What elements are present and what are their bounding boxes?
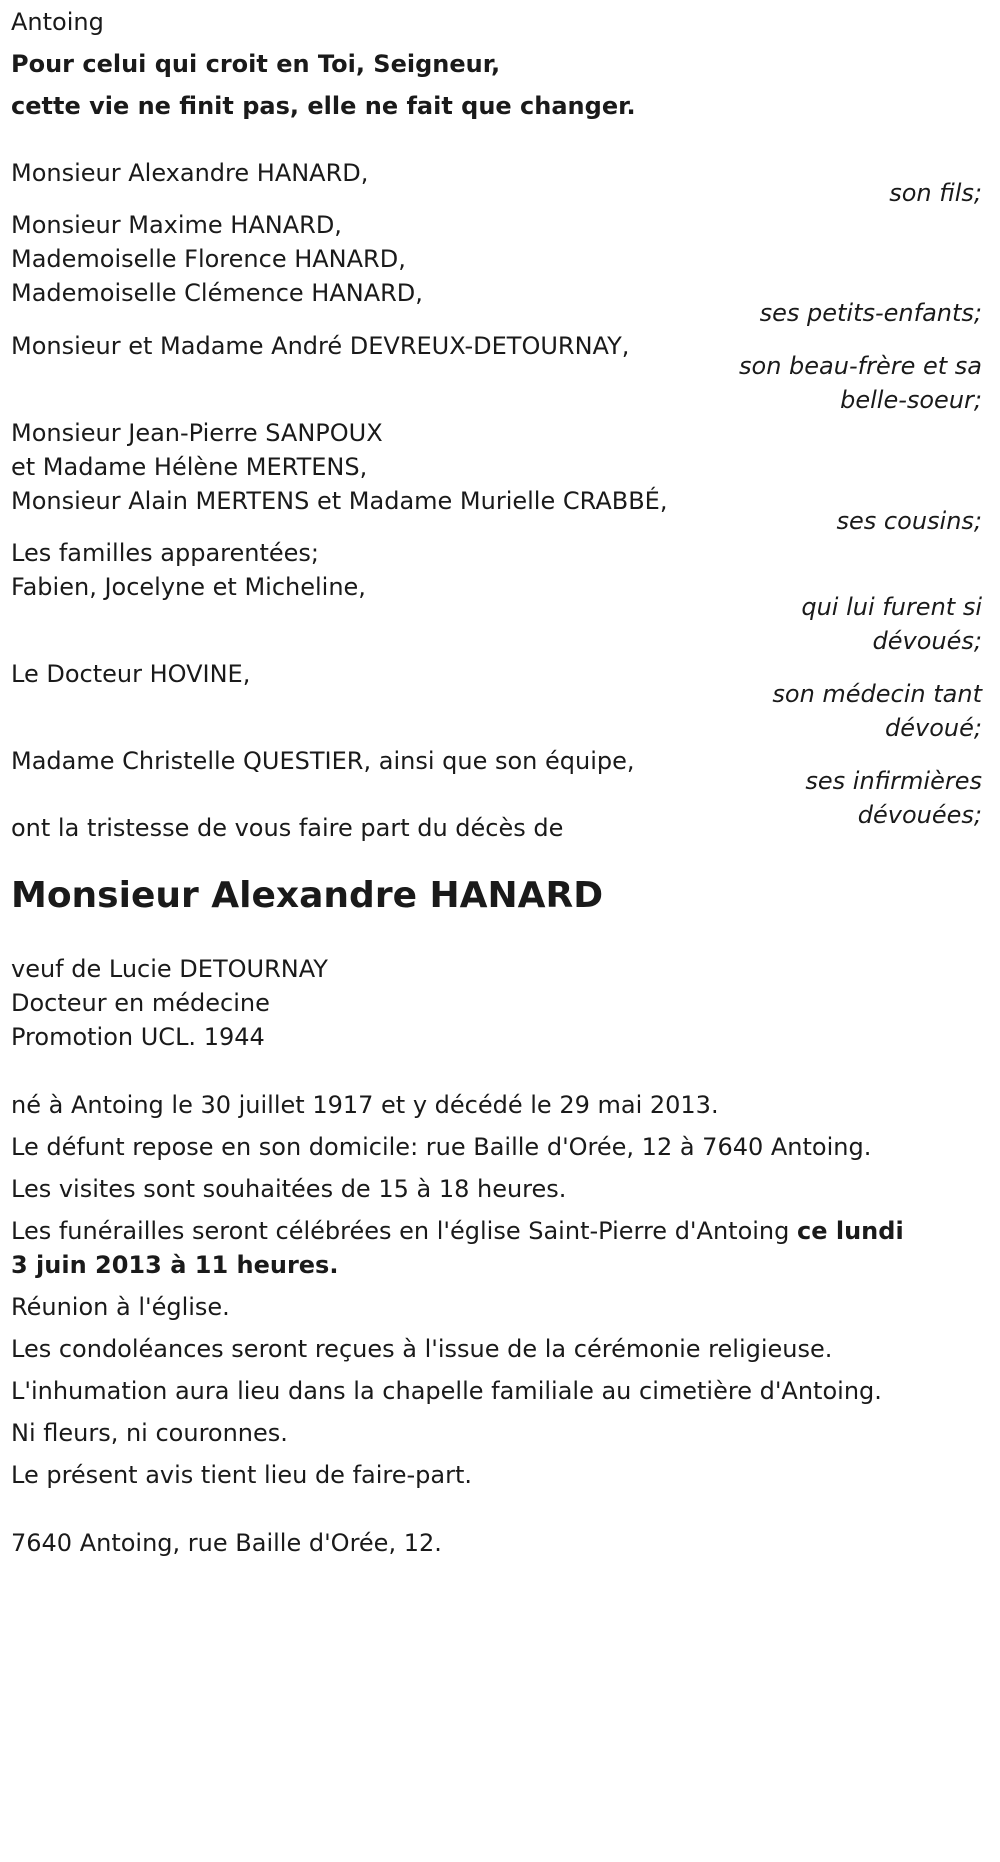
family-name: Les familles apparentées; [11,539,320,567]
family-name: Monsieur Alexandre HANARD, [11,159,369,187]
verse-line-2: cette vie ne finit pas, elle ne fait que changer. [11,92,636,120]
visits-text: Les visites sont souhaitées de 15 à 18 heures. [11,1175,567,1203]
family-name: Monsieur Alain MERTENS et Madame Murielle CRABBÉ, [11,487,668,515]
family-name: Mademoiselle Florence HANARD, [11,245,406,273]
funeral-date-part-1: ce lundi [797,1217,904,1245]
verse-line-1: Pour celui qui croit en Toi, Seigneur, [11,50,501,78]
address-text: 7640 Antoing, rue Baille d'Orée, 12. [11,1529,442,1557]
family-relation: ses cousins; [836,507,982,535]
family-relation: belle-soeur; [840,386,982,414]
announcement-text: ont la tristesse de vous faire part du décès de [11,814,564,842]
family-name: et Madame Hélène MERTENS, [11,453,368,481]
notice-text: Le présent avis tient lieu de faire-part. [11,1461,473,1489]
deceased-detail: veuf de Lucie DETOURNAY [11,955,328,983]
family-relation: son fils; [889,179,982,207]
resting-place-text: Le défunt repose en son domicile: rue Baille d'Orée, 12 à 7640 Antoing. [11,1133,872,1161]
family-relation: dévoué; [885,714,982,742]
family-name: Le Docteur HOVINE, [11,660,251,688]
family-relation: dévoués; [872,627,982,655]
family-name: Madame Christelle QUESTIER, ainsi que son équipe, [11,747,635,775]
funeral-date-part-2: 3 juin 2013 à 11 heures. [11,1251,339,1279]
family-name: Monsieur et Madame André DEVREUX-DETOURNAY, [11,332,630,360]
birth-death-text: né à Antoing le 30 juillet 1917 et y décédé le 29 mai 2013. [11,1091,719,1119]
flowers-text: Ni fleurs, ni couronnes. [11,1419,288,1447]
family-relation: son beau-frère et sa [739,352,982,380]
family-name: Fabien, Jocelyne et Micheline, [11,573,366,601]
family-relation: ses infirmières [805,767,982,795]
funeral-prefix: Les funérailles seront célébrées en l'église Saint-Pierre d'Antoing [11,1217,790,1245]
family-relation: ses petits-enfants; [759,299,982,327]
family-relation: son médecin tant [772,680,982,708]
deceased-name: Monsieur Alexandre HANARD [11,875,604,916]
family-name: Monsieur Jean-Pierre SANPOUX [11,419,383,447]
deceased-detail: Docteur en médecine [11,989,270,1017]
meeting-text: Réunion à l'église. [11,1293,230,1321]
family-name: Mademoiselle Clémence HANARD, [11,279,423,307]
family-relation: qui lui furent si [801,593,982,621]
deceased-detail: Promotion UCL. 1944 [11,1023,265,1051]
family-relation: dévouées; [857,801,982,829]
family-name: Monsieur Maxime HANARD, [11,211,342,239]
funeral-text [11,1219,904,1243]
condolences-text: Les condoléances seront reçues à l'issue de la cérémonie religieuse. [11,1335,833,1363]
town-name: Antoing [11,8,104,36]
burial-text: L'inhumation aura lieu dans la chapelle familiale au cimetière d'Antoing. [11,1377,882,1405]
